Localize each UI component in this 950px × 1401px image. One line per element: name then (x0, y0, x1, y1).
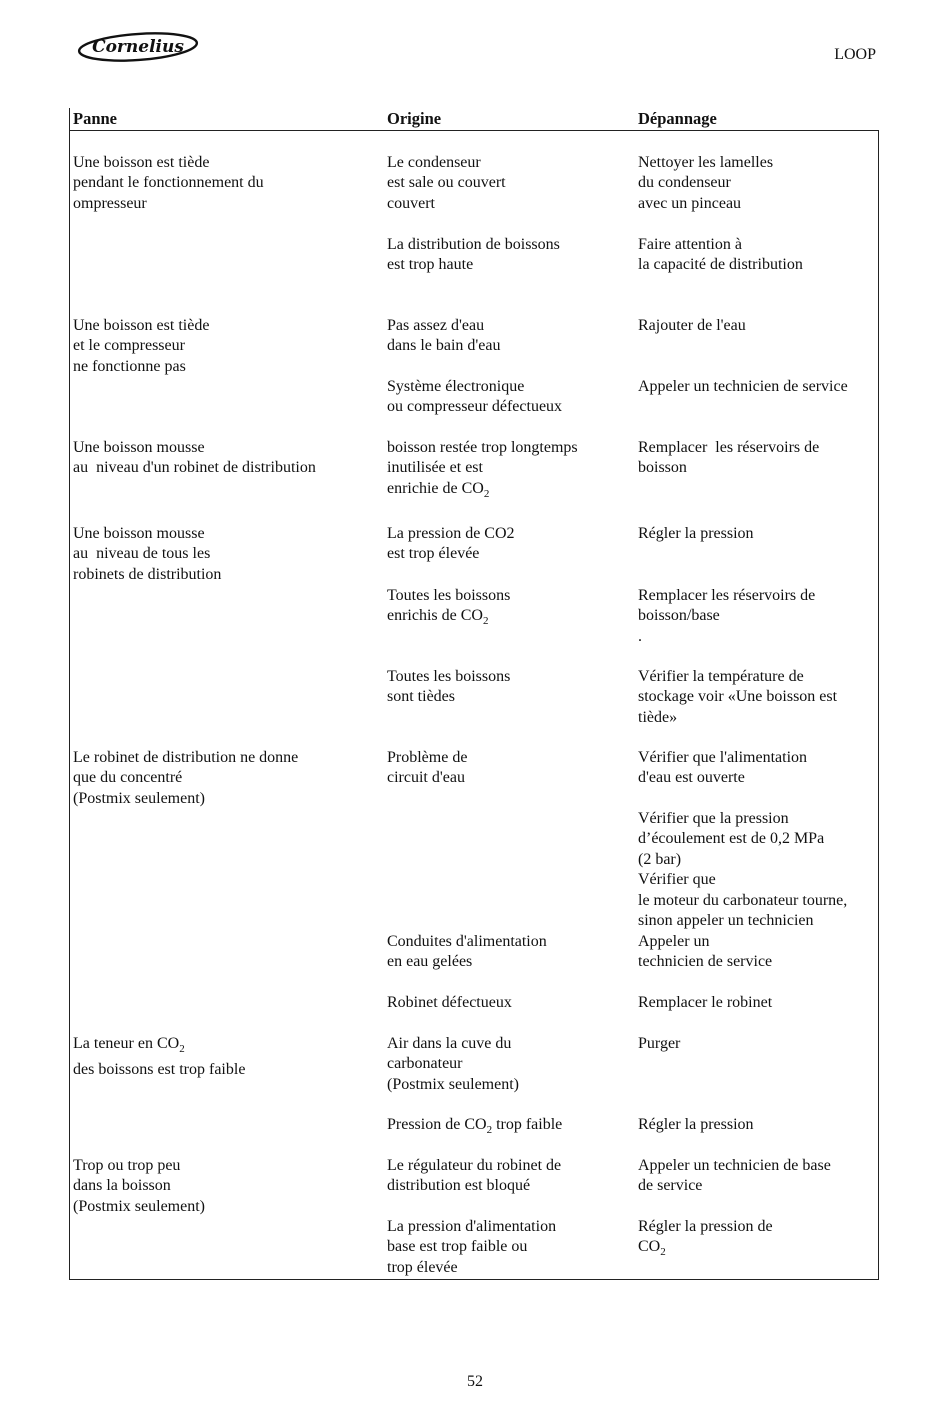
cause-text (387, 586, 510, 632)
cause-text: Le condenseur est sale ou couvert couvert (387, 154, 506, 212)
remedy-text: Appeler un technicien de service (638, 378, 848, 395)
subscript: 2 (483, 488, 490, 500)
remedy-text: Régler la pression (638, 525, 754, 542)
remedy-text: Remplacer le robinet (638, 994, 773, 1011)
cause-text: Système électronique ou compresseur défectueux (387, 378, 563, 416)
remedy-text (638, 1217, 773, 1263)
column-header-origine: Origine (387, 109, 442, 128)
line: enrichie de CO (387, 479, 484, 497)
cause-text: La pression d'alimentation base est trop faible ou trop élevée (387, 1218, 557, 1276)
cause-text: Robinet défectueux (387, 994, 512, 1011)
line: Pression de CO (387, 1116, 487, 1133)
cause-text: La pression de CO2 est trop élevée (387, 525, 515, 563)
svg-text:Cornelius: Cornelius (92, 37, 184, 57)
page-number: 52 (467, 1373, 483, 1390)
line: Toutes les boissons (387, 587, 511, 604)
cause-text: Le régulateur du robinet de distribution est bloqué (387, 1157, 562, 1195)
cause-text: Conduites d'alimentation en eau gelées (387, 933, 547, 971)
cause-text: Pas assez d'eau dans le bain d'eau (387, 317, 501, 355)
remedy-text: Remplacer les réservoirs de boisson (638, 439, 820, 477)
line: inutilisée et est (387, 459, 483, 477)
cornelius-logo-mark (76, 30, 200, 64)
cornelius-logo (76, 30, 200, 64)
fault-text: Trop ou trop peu dans la boisson (Postmix seulement) (73, 1157, 205, 1215)
cause-text (387, 1115, 562, 1141)
cause-text: Problème de circuit d'eau (387, 749, 468, 787)
line: La teneur en CO (73, 1035, 180, 1052)
fault-text: Une boisson mousse au niveau de tous les robinets de distribution (73, 525, 222, 583)
remedy-text: Vérifier la température de stockage voir «Une boisson est tiède» (638, 668, 838, 726)
cause-text (387, 438, 578, 504)
fault-text: Une boisson est tiède pendant le fonctionnement du ompresseur (73, 154, 264, 212)
remedy-text: Rajouter de l'eau (638, 317, 746, 334)
subscript: 2 (179, 1043, 185, 1056)
cause-text: Air dans la cuve du carbonateur (Postmix seulement) (387, 1035, 519, 1093)
header-divider (69, 108, 70, 132)
line: trop faible (492, 1116, 563, 1133)
fault-text: Une boisson est tiède et le compresseur ne fonctionne pas (73, 317, 210, 375)
subscript: 2 (486, 1124, 493, 1137)
line: boisson restée trop longtemps (387, 439, 578, 456)
remedy-text: Faire attention à la capacité de distribution (638, 236, 803, 274)
column-header-depannage: Dépannage (638, 109, 717, 128)
remedy-text: Vérifier que l'alimentation d'eau est ouverte (638, 749, 808, 787)
subscript: 2 (482, 615, 489, 628)
document-name: LOOP (834, 46, 876, 63)
line: CO (638, 1238, 661, 1256)
column-header-panne: Panne (73, 109, 118, 128)
line: Régler la pression de (638, 1218, 773, 1235)
remedy-text: Purger (638, 1035, 681, 1052)
remedy-text: Appeler un technicien de service (638, 933, 773, 971)
fault-text: Le robinet de distribution ne donne que du concentré (Postmix seulement) (73, 749, 299, 807)
line: enrichis de CO (387, 607, 483, 625)
subscript: 2 (660, 1246, 666, 1259)
remedy-text: Remplacer les réservoirs de boisson/base . (638, 587, 816, 645)
cause-text: La distribution de boissons est trop haute (387, 236, 560, 274)
remedy-text: Appeler un technicien de base de service (638, 1157, 831, 1195)
line: des boissons est trop faible (73, 1060, 246, 1078)
remedy-text: Vérifier que la pression d’écoulement est de 0,2 MPa (2 bar) Vérifier que le moteur du carbonateur tourne, sinon appeler un technicien (638, 810, 848, 930)
fault-text: Une boisson mousse au niveau d'un robinet de distribution (73, 439, 316, 477)
remedy-text: Nettoyer les lamelles du condenseur avec un pinceau (638, 154, 774, 212)
fault-text (73, 1034, 245, 1080)
remedy-text: Régler la pression (638, 1116, 754, 1133)
cause-text: Toutes les boissons sont tièdes (387, 668, 511, 706)
